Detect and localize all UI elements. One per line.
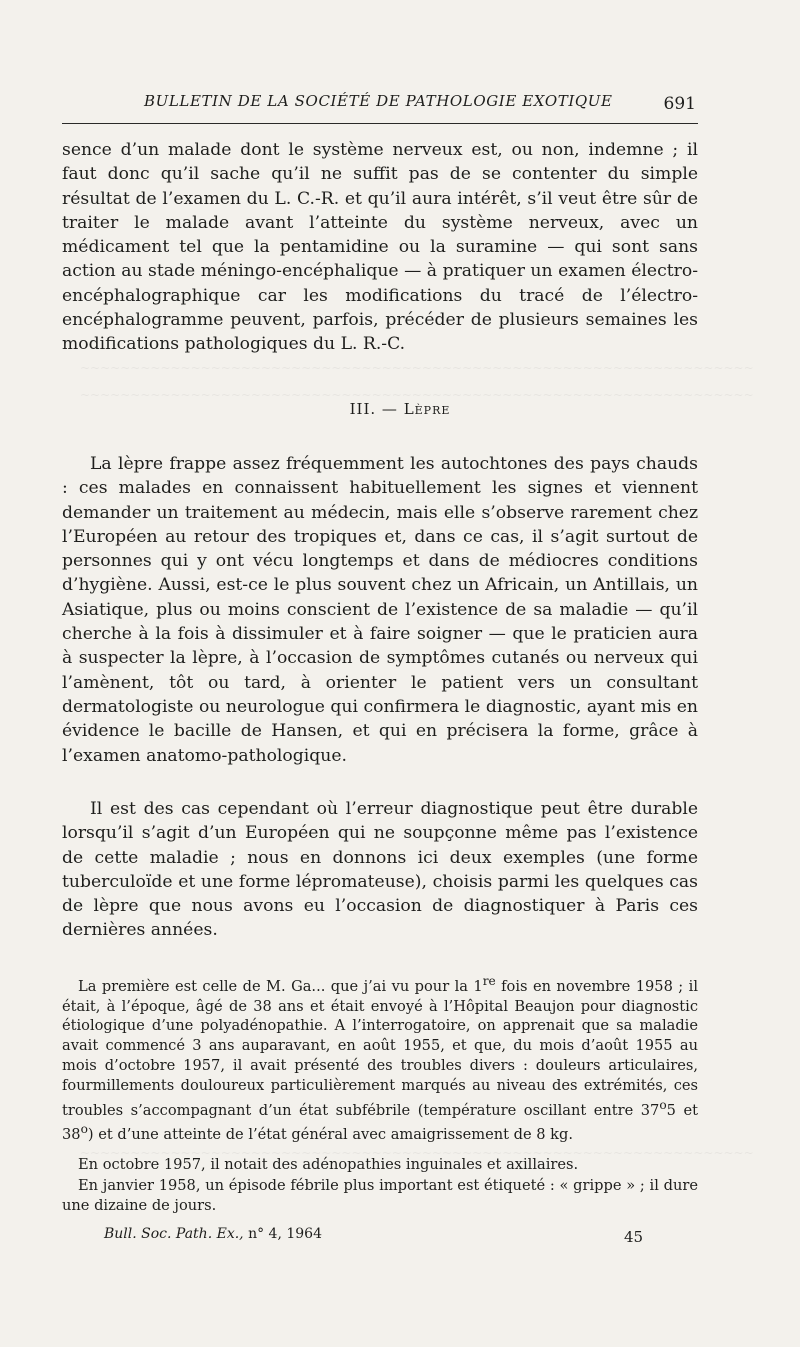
- section-heading: [0, 400, 800, 418]
- header-rule: [62, 123, 698, 124]
- page-number: 691: [663, 94, 696, 114]
- case-text-part: ) et d’une atteinte de l’état général avec amaigrissement de 8 kg.: [87, 1126, 573, 1144]
- running-title: BULLETIN DE LA SOCIÉTÉ DE PATHOLOGIE EXOTIQUE: [144, 92, 613, 110]
- superscript-re: re: [482, 974, 496, 988]
- footer-journal: Bull. Soc. Path. Ex.,: [104, 1226, 244, 1242]
- section-title: Lèpre: [403, 400, 451, 418]
- page-footer: [104, 1226, 644, 1248]
- superscript-degree: o: [659, 1097, 667, 1112]
- paragraph-october: En octobre 1957, il notait des adénopathies inguinales et axillaires.: [78, 1156, 579, 1173]
- paragraph-case-one: [62, 972, 698, 1145]
- bleed-through-texture: ~~~~~~~~~~~~~~~~~~~~~~~~~~~~~~~~~~~~~~~~~~~~~~~~~~~~~~~~~~~~~~~~~~~: [80, 388, 754, 402]
- case-text-part: 5 et 38: [62, 1101, 698, 1144]
- superscript-degree: o: [80, 1122, 88, 1137]
- paragraph-continuation: sence d’un malade dont le système nerveux est, ou non, indemne ; il faut donc qu’il sache qu’il ne suffit pas de se contenter du simple résultat de l’examen du L. C.-R. et qu’il aura intérêt, s’il veut être sûr de traiter le malade avant l’atteinte du système nerveux, avec un médicament tel que la pentamidine ou la suramine — qui sont sans action au stade méningo-encéphalique — à pratiquer un examen électro-encéphalographique car les modifications du tracé de l’électro-encéphalogramme peuvent, parfois, précéder de plusieurs semaines les modifications pathologiques du L. R.-C.: [62, 140, 698, 355]
- paragraph-leprosy-intro: La lèpre frappe assez fréquemment les autochtones des pays chauds : ces malades en connaissent habituellement les signes et viennent demander un traitement au médecin, mais elle s’observe rarement chez l’Européen au retour des tropiques et, dans ce cas, il s’agit surtout de personnes qui y ont vécu longtemps et dans de médiocres conditions d’hygiène. Aussi, est-ce le plus souvent chez un Africain, un Antillais, un Asiatique, plus ou moins conscient de l’existence de sa maladie — qu’il cherche à la fois à dissimuler et à faire soigner — que le praticien aura à suspecter la lèpre, à l’occasion de symptômes cutanés ou nerveux qui l’amènent, tôt ou tard, à orienter le patient vers un consultant dermatologiste ou neurologue qui confirmera le diagnostic, ayant mis en évidence le bacille de Hansen, et qui en précisera la forme, grâce à l’examen anatomo-pathologique.: [62, 454, 698, 766]
- case-text-part: fois en novembre 1958 ; il était, à l’époque, âgé de 38 ans et était envoyé à l’Hôpital Beaujon pour diagnostic étiologique d’une polyadénopathie. A l’interrogatoire, on apprenait que sa maladie avait commencé 3 ans auparavant, en août 1955, et que, du mois d’août 1955 au mois d’octobre 1957, il avait présenté des troubles divers : douleurs articulaires, fourmillements douloureux particulièrement marqués au niveau des extrémités, ces troubles s’accompagnant d’un état subfébrile (température oscillant entre 37: [62, 977, 698, 1119]
- running-head: [60, 92, 700, 120]
- bleed-through-texture: ~~~~~~~~~~~~~~~~~~~~~~~~~~~~~~~~~~~~~~~~~~~~~~~~~~~~~~~~~~~~~~~~~~~: [80, 361, 754, 375]
- bleed-through-texture: ~~~~~~~~~~~~~~~~~~~~~~~~~~~~~~~~~~~~~~~~~~~~~~~~~~~~~~~~~~~~~~~~~~~: [80, 1146, 754, 1160]
- paragraph-diagnostic-error: Il est des cas cependant où l’erreur diagnostique peut être durable lorsqu’il s’agit d’un Européen qui ne soupçonne même pas l’existence de cette maladie ; nous en donnons ici deux exemples (une forme tuberculoïde et une forme lépromateuse), choisis parmi les quelques cas de lèpre que nous avons eu l’occasion de diagnostiquer à Paris ces dernières années.: [62, 799, 698, 941]
- paragraph-january: En janvier 1958, un épisode fébrile plus important est étiqueté : « grippe » ; il dure une dizaine de jours.: [62, 1177, 698, 1214]
- footer-signature: 45: [624, 1228, 644, 1246]
- footer-issue: n° 4, 1964: [248, 1226, 322, 1242]
- case-text-part: La première est celle de M. Ga... que j’ai vu pour la 1: [78, 977, 483, 995]
- footer-citation: [104, 1226, 322, 1242]
- section-number: III. —: [349, 400, 398, 418]
